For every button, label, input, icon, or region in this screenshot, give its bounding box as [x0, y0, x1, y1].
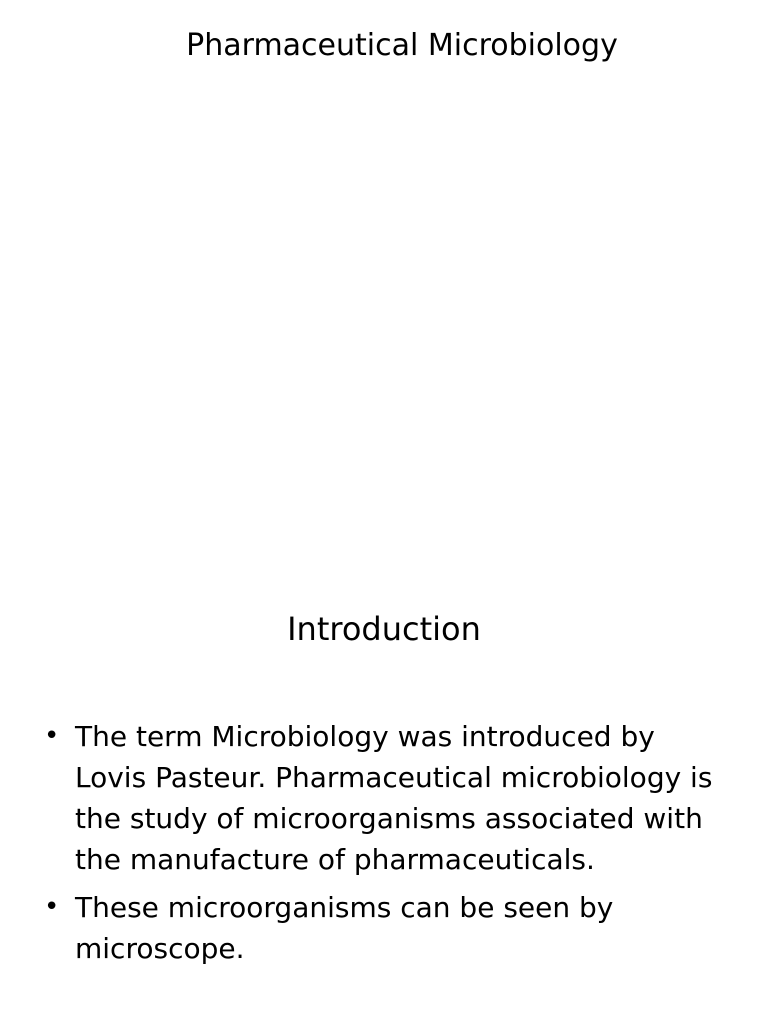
page-title: Pharmaceutical Microbiology	[186, 28, 618, 63]
bullet-item	[44, 887, 724, 969]
bullet-icon: •	[44, 721, 60, 751]
bullet-text: The term Microbiology was introduced by Lovis Pasteur. Pharmaceutical microbiology is the study of microorganisms associated with the manufacture of pharmaceuticals.	[75, 720, 713, 876]
bullet-item	[44, 716, 724, 880]
bullet-text: These microorganisms can be seen by microscope.	[75, 891, 614, 965]
bullet-list	[44, 716, 724, 976]
section-heading-introduction: Introduction	[287, 610, 481, 648]
bullet-icon: •	[44, 892, 60, 922]
